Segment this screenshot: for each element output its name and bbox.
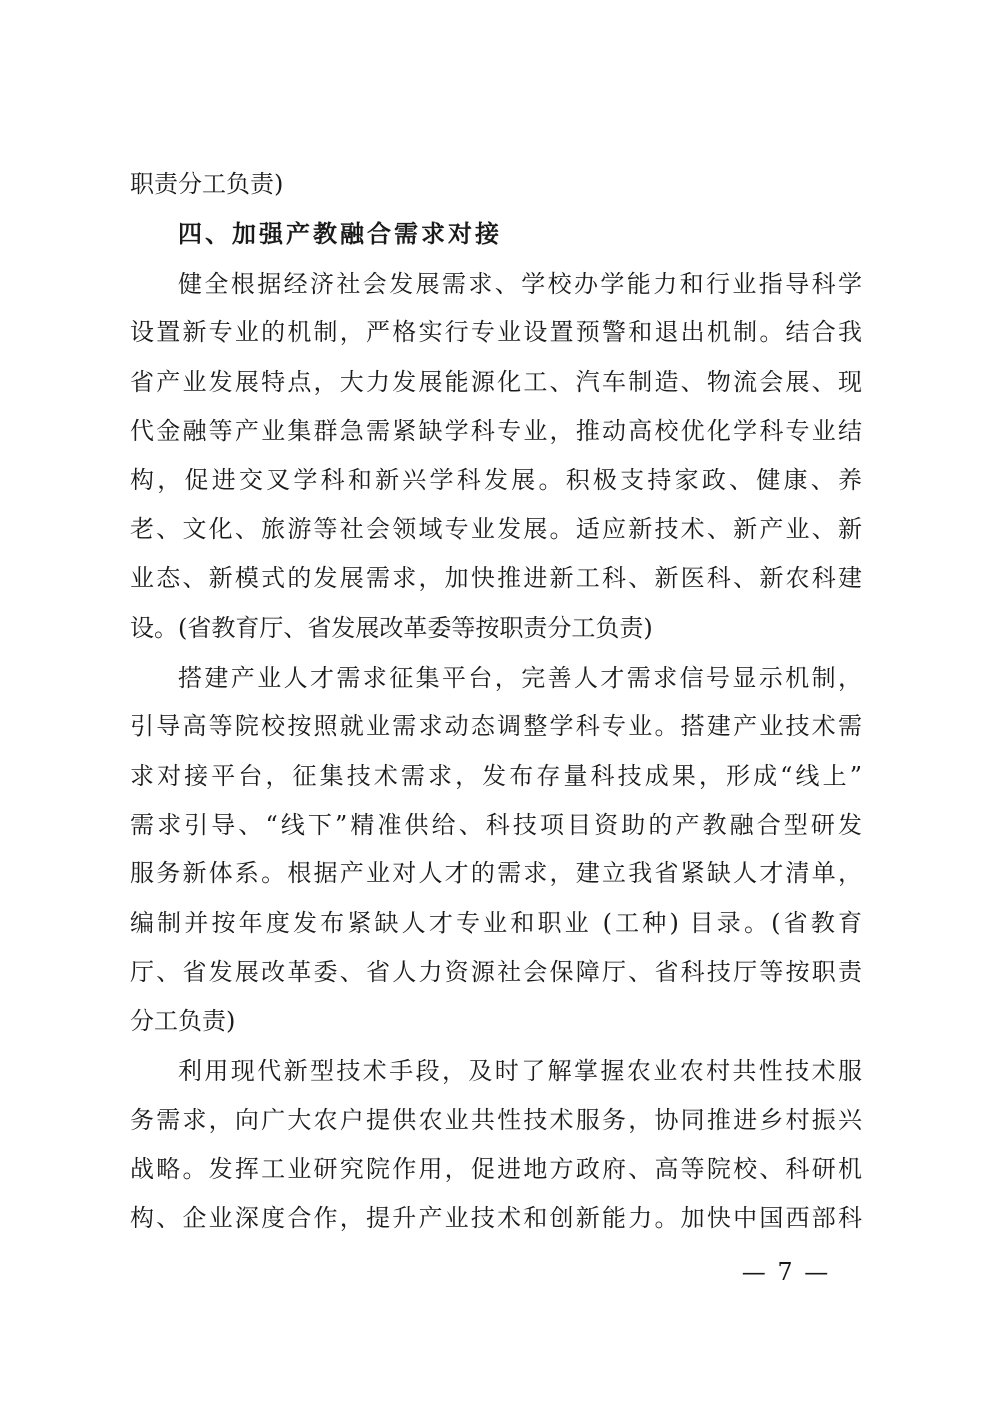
paragraph-line: 业态、新模式的发展需求，加快推进新工科、新医科、新农科建 [130, 564, 862, 592]
paragraph-line: 代金融等产业集群急需紧缺学科专业，推动高校优化学科专业结 [130, 417, 862, 445]
paragraph-line: 设。(省教育厅、省发展改革委等按职责分工负责) [130, 614, 653, 642]
paragraph-line: 设置新专业的机制，严格实行专业设置预警和退出机制。结合我 [130, 318, 862, 346]
paragraph-line: 省产业发展特点，大力发展能源化工、汽车制造、物流会展、现 [130, 368, 862, 396]
section-heading: 四、加强产教融合需求对接 [178, 220, 502, 248]
paragraph-line: 职责分工负责) [130, 170, 284, 198]
paragraph-line: 务需求，向广大农户提供农业共性技术服务，协同推进乡村振兴 [130, 1106, 862, 1134]
paragraph-line: 构，促进交叉学科和新兴学科发展。积极支持家政、健康、养 [130, 466, 862, 494]
paragraph-line: 引导高等院校按照就业需求动态调整学科专业。搭建产业技术需 [130, 712, 862, 740]
paragraph-line: 分工负责) [130, 1007, 236, 1035]
page-number: — 7 — [741, 1258, 831, 1286]
paragraph-line: 求对接平台，征集技术需求，发布存量科技成果，形成“线上” [130, 762, 862, 790]
paragraph-line: 健全根据经济社会发展需求、学校办学能力和行业指导科学 [178, 270, 862, 298]
paragraph-line: 厅、省发展改革委、省人力资源社会保障厅、省科技厅等按职责 [130, 958, 862, 986]
paragraph-line: 战略。发挥工业研究院作用，促进地方政府、高等院校、科研机 [130, 1155, 862, 1183]
paragraph-line: 服务新体系。根据产业对人才的需求，建立我省紧缺人才清单， [130, 859, 862, 887]
paragraph-line: 搭建产业人才需求征集平台，完善人才需求信号显示机制， [178, 664, 862, 692]
paragraph-line: 需求引导、“线下”精准供给、科技项目资助的产教融合型研发 [130, 811, 862, 839]
paragraph-line: 构、企业深度合作，提升产业技术和创新能力。加快中国西部科 [130, 1204, 862, 1232]
paragraph-line: 利用现代新型技术手段，及时了解掌握农业农村共性技术服 [178, 1057, 862, 1085]
paragraph-line: 老、文化、旅游等社会领域专业发展。适应新技术、新产业、新 [130, 515, 862, 543]
paragraph-line: 编制并按年度发布紧缺人才专业和职业 (工种) 目录。(省教育 [130, 909, 862, 937]
